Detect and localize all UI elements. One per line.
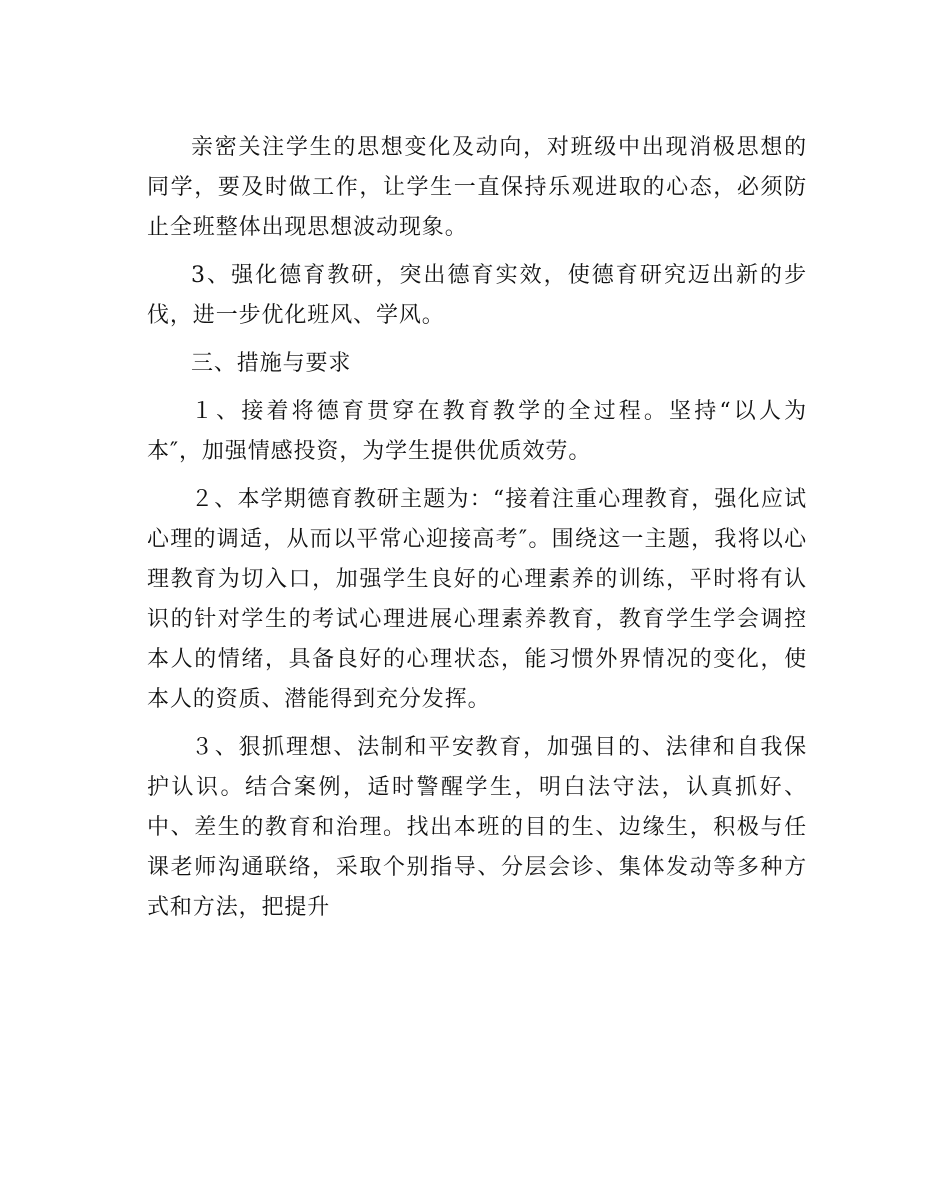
paragraph-measure-1: １、接着将德育贯穿在教育教学的全过程。坚持“以人为本″，加强情感投资，为学生提供优质效劳。 xyxy=(147,399,807,464)
paragraph-measure-2: ２、本学期德育教研主题为：“接着注重心理教育，强化应试心理的调适，从而以平常心迎接高考″。围绕这一主题，我将以心理教育为切入口，加强学生良好的心理素养的训练，平时将有认识的针对学生的考试心理进展心理素养教育，教育学生学会调控本人的情绪，具备良好的心理状态，能习惯外界情况的变化，使本人的资质、潜能得到充分发挥。 xyxy=(147,487,807,712)
section-heading-measures: 三、措施与要求 xyxy=(191,351,352,376)
paragraph-measure-3: ３、狠抓理想、法制和平安教育，加强目的、法律和自我保护认识。结合案例，适时警醒学生，明白法守法，认真抓好、中、差生的教育和治理。找出本班的目的生、边缘生，积极与任课老师沟通联络，采取个别指导、分层会诊、集体发动等多种方式和方法，把提升 xyxy=(147,735,807,920)
paragraph-moral-research: 3、强化德育教研，突出德育实效，使德育研究迈出新的步伐，进一步优化班风、学风。 xyxy=(147,263,807,328)
document-body xyxy=(147,128,807,936)
paragraph-thought-monitoring: 亲密关注学生的思想变化及动向，对班级中出现消极思想的同学，要及时做工作，让学生一直保持乐观进取的心态，必须防止全班整体出现思想波动现象。 xyxy=(147,135,807,240)
